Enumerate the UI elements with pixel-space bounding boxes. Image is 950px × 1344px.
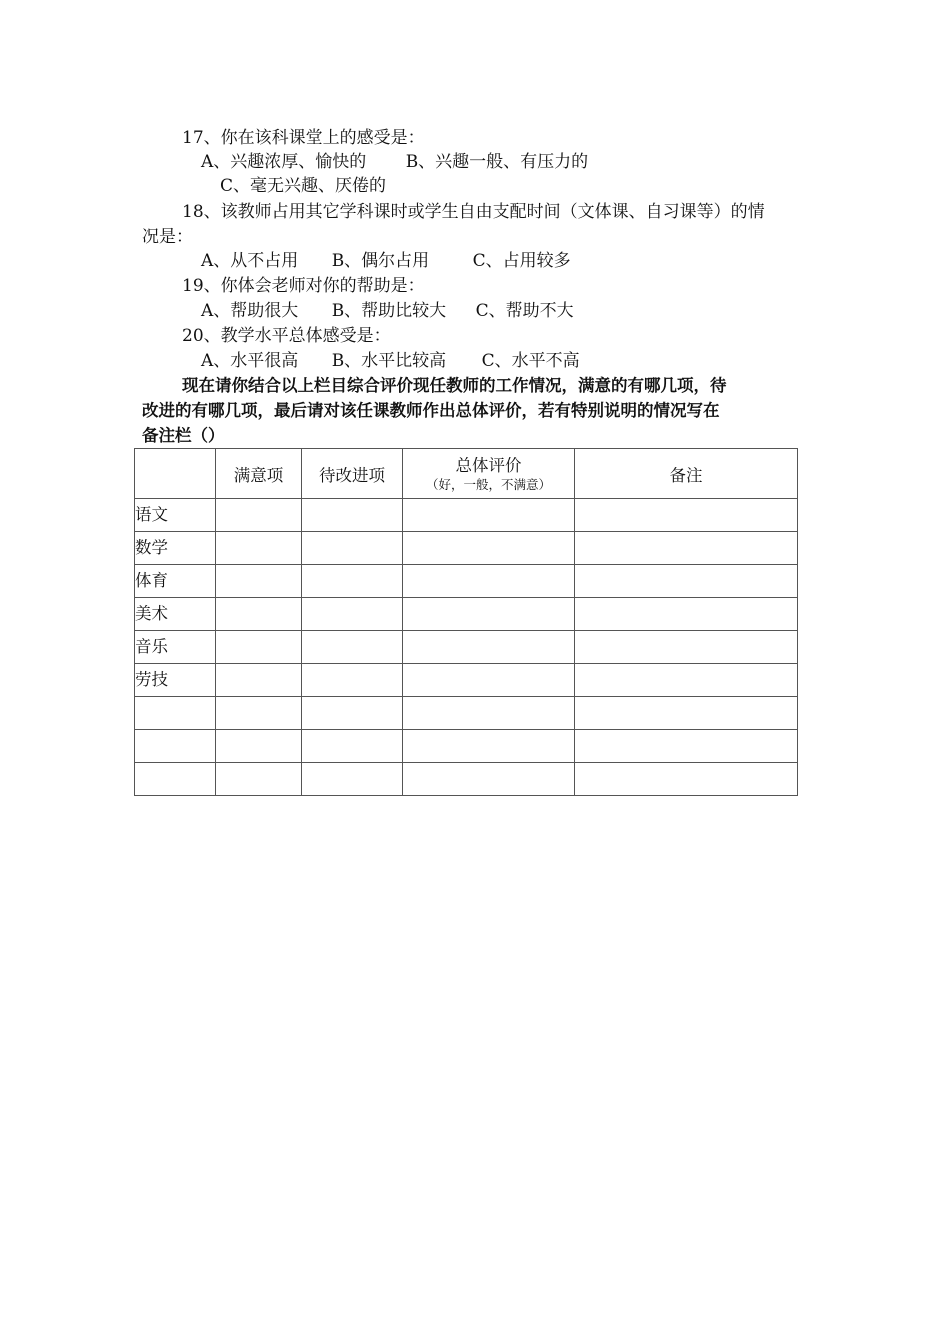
instruction-line-3: 备注栏（） — [142, 426, 225, 445]
subject-cell — [135, 697, 216, 730]
question-20-options-row — [201, 349, 580, 373]
question-20-option-a: A、水平很高 — [201, 351, 299, 371]
remarks-cell[interactable] — [575, 598, 798, 631]
remarks-cell[interactable] — [575, 664, 798, 697]
satisfied-cell[interactable] — [216, 499, 302, 532]
improve-cell[interactable] — [302, 664, 403, 697]
satisfied-cell[interactable] — [216, 730, 302, 763]
improve-cell[interactable] — [302, 697, 403, 730]
overall-cell[interactable] — [403, 532, 575, 565]
overall-cell[interactable] — [403, 499, 575, 532]
satisfied-cell[interactable] — [216, 598, 302, 631]
question-18-option-a: A、从不占用 — [201, 251, 299, 271]
question-20-prompt: 20、教学水平总体感受是： — [182, 326, 391, 346]
question-17-prompt: 17、你在该科课堂上的感受是： — [182, 128, 425, 148]
question-18-prompt: 18、该教师占用其它学科课时或学生自由支配时间（文体课、自习课等）的情 — [182, 202, 765, 222]
instruction-line-2: 改进的有哪几项，最后请对该任课教师作出总体评价，若有特别说明的情况写在 — [142, 401, 720, 420]
question-19-option-c: C、帮助不大 — [475, 301, 574, 321]
subject-cell: 体育 — [135, 565, 216, 598]
remarks-cell[interactable] — [575, 532, 798, 565]
improve-cell[interactable] — [302, 532, 403, 565]
evaluation-table — [134, 448, 798, 796]
question-18-option-b: B、偶尔占用 — [331, 251, 430, 271]
table-row — [135, 631, 798, 664]
satisfied-cell[interactable] — [216, 532, 302, 565]
question-19-option-a: A、帮助很大 — [201, 301, 299, 321]
header-items-to-improve: 待改进项 — [302, 449, 403, 499]
question-19-options-row — [201, 299, 574, 323]
improve-cell[interactable] — [302, 499, 403, 532]
subject-cell: 语文 — [135, 499, 216, 532]
overall-cell[interactable] — [403, 631, 575, 664]
remarks-cell[interactable] — [575, 499, 798, 532]
satisfied-cell[interactable] — [216, 565, 302, 598]
header-overall-evaluation — [403, 449, 575, 499]
subject-cell: 音乐 — [135, 631, 216, 664]
table-row — [135, 598, 798, 631]
header-overall-title: 总体评价 — [455, 455, 522, 475]
question-18-options-row — [201, 249, 571, 273]
overall-cell[interactable] — [403, 565, 575, 598]
table-row — [135, 664, 798, 697]
table-row — [135, 499, 798, 532]
question-17-options-row — [201, 150, 588, 174]
subject-cell — [135, 763, 216, 796]
satisfied-cell[interactable] — [216, 763, 302, 796]
header-subject — [135, 449, 216, 499]
subject-cell — [135, 730, 216, 763]
question-18-prompt-continued: 况是： — [142, 227, 193, 247]
header-remarks: 备注 — [575, 449, 798, 499]
question-17-option-b: B、兴趣一般、有压力的 — [405, 152, 589, 172]
table-row — [135, 697, 798, 730]
question-19-prompt: 19、你体会老师对你的帮助是： — [182, 276, 425, 296]
table-row — [135, 730, 798, 763]
overall-cell[interactable] — [403, 598, 575, 631]
header-satisfied-items: 满意项 — [216, 449, 302, 499]
satisfied-cell[interactable] — [216, 697, 302, 730]
question-20-option-b: B、水平比较高 — [331, 351, 447, 371]
remarks-cell[interactable] — [575, 697, 798, 730]
table-row — [135, 565, 798, 598]
subject-cell: 数学 — [135, 532, 216, 565]
question-18-option-c: C、占用较多 — [472, 251, 571, 271]
improve-cell[interactable] — [302, 565, 403, 598]
satisfied-cell[interactable] — [216, 664, 302, 697]
table-row — [135, 763, 798, 796]
instruction-line-1: 现在请你结合以上栏目综合评价现任教师的工作情况，满意的有哪几项，待 — [182, 376, 727, 395]
overall-cell[interactable] — [403, 730, 575, 763]
improve-cell[interactable] — [302, 763, 403, 796]
subject-cell: 劳技 — [135, 664, 216, 697]
improve-cell[interactable] — [302, 730, 403, 763]
subject-cell: 美术 — [135, 598, 216, 631]
table-header-row — [135, 449, 798, 499]
question-17-option-a: A、兴趣浓厚、愉快的 — [201, 152, 367, 172]
remarks-cell[interactable] — [575, 565, 798, 598]
overall-cell[interactable] — [403, 763, 575, 796]
header-overall-scale: （好，一般，不满意） — [425, 476, 551, 492]
improve-cell[interactable] — [302, 598, 403, 631]
remarks-cell[interactable] — [575, 730, 798, 763]
remarks-cell[interactable] — [575, 631, 798, 664]
table-row — [135, 532, 798, 565]
satisfied-cell[interactable] — [216, 631, 302, 664]
overall-cell[interactable] — [403, 664, 575, 697]
improve-cell[interactable] — [302, 631, 403, 664]
question-17-option-c: C、毫无兴趣、厌倦的 — [220, 176, 387, 196]
overall-cell[interactable] — [403, 697, 575, 730]
question-19-option-b: B、帮助比较大 — [331, 301, 447, 321]
remarks-cell[interactable] — [575, 763, 798, 796]
question-20-option-c: C、水平不高 — [481, 351, 580, 371]
